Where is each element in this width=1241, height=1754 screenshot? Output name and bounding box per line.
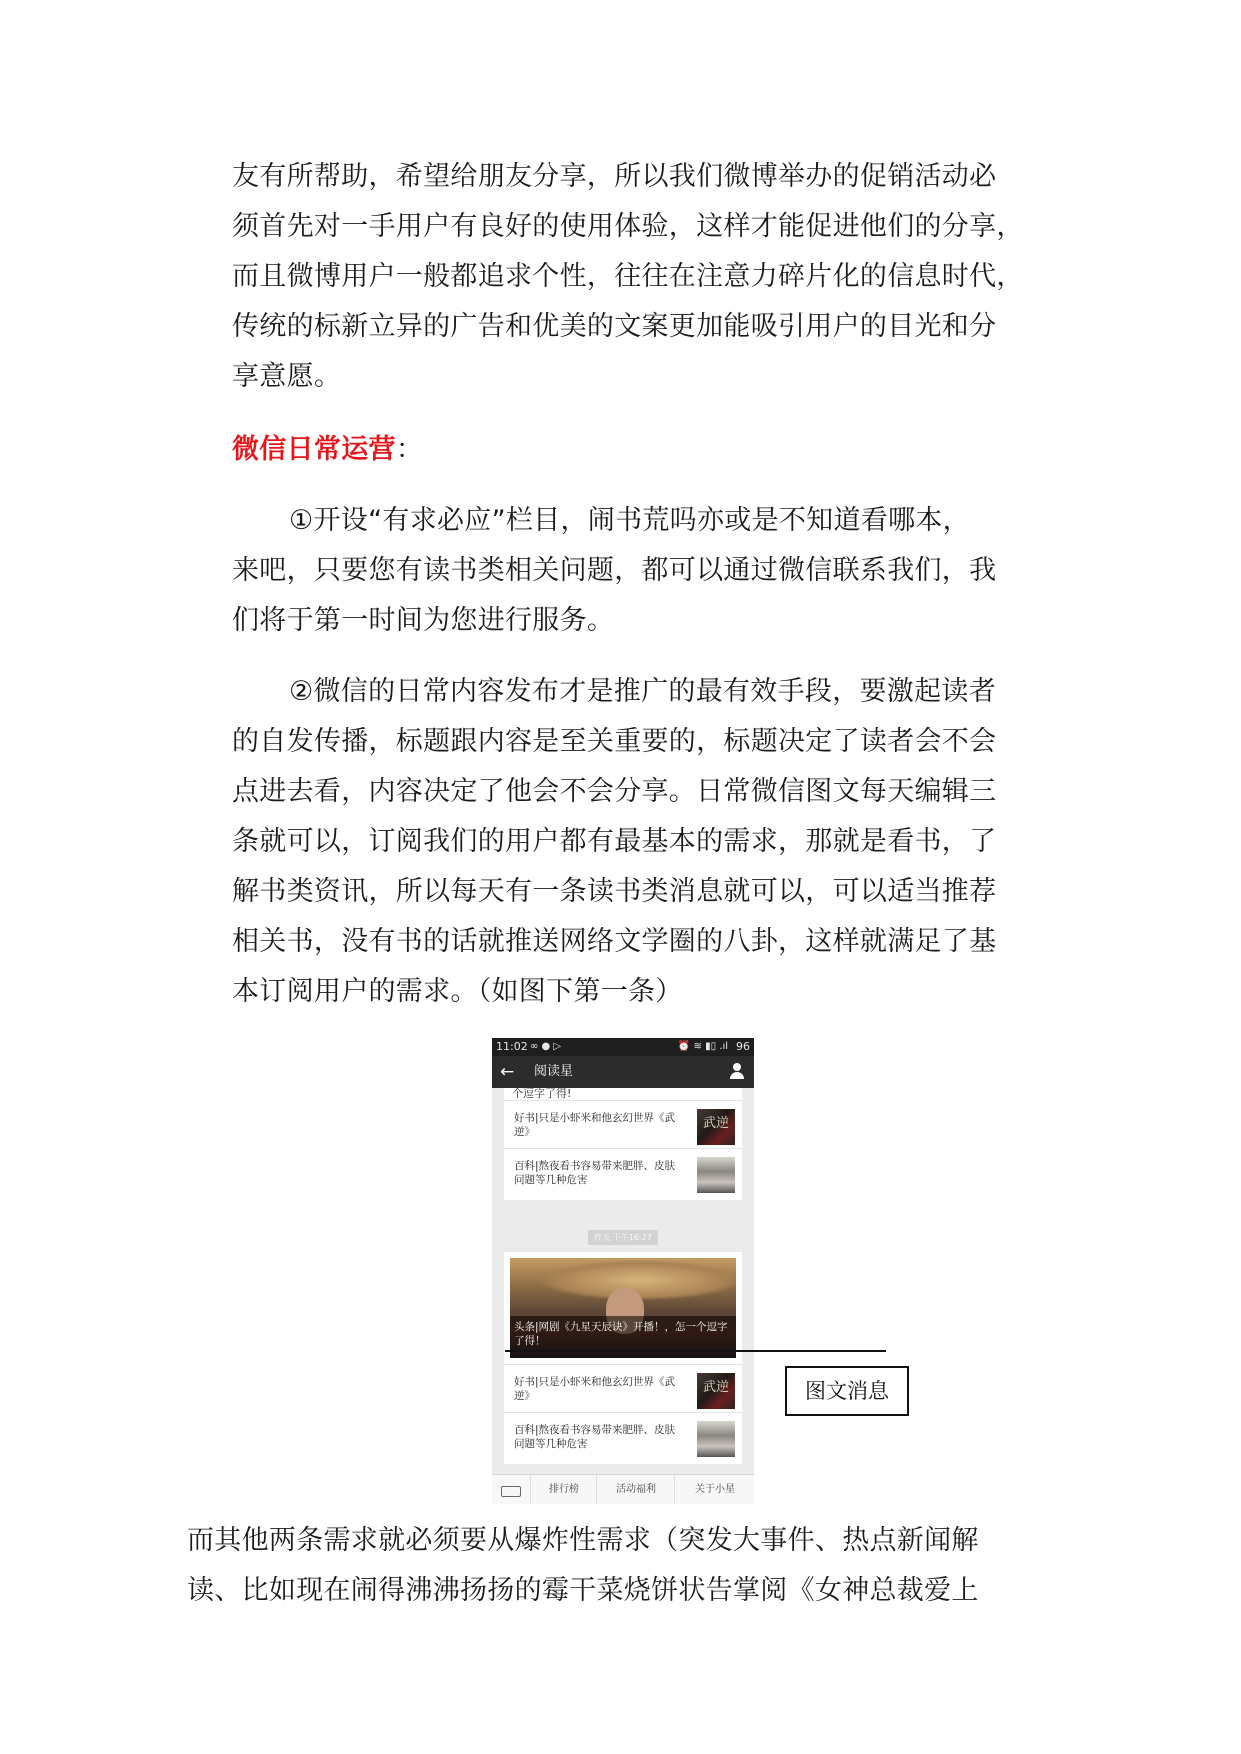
- text-line: 读、比如现在闹得沸沸扬扬的霉干菜烧饼状告掌阅《女神总裁爱上: [187, 1575, 979, 1606]
- callout-pointer-line: [505, 1350, 886, 1352]
- text-line: 须首先对一手用户有良好的使用体验，这样才能促进他们的分享，: [232, 211, 1024, 242]
- text-line: 而且微博用户一般都追求个性，往往在注意力碎片化的信息时代，: [232, 261, 1024, 292]
- menu-bar: [492, 1474, 754, 1504]
- menu-item-about[interactable]: 关于小星: [674, 1475, 754, 1504]
- article-card-main: [504, 1252, 742, 1464]
- book-cover-image: [697, 1109, 735, 1145]
- cover-glyph: 武逆: [703, 1116, 730, 1131]
- text-line: 条就可以，订阅我们的用户都有最基本的需求，那就是看书，了: [232, 826, 997, 857]
- message-timestamp: 昨天 下午16:27: [588, 1230, 658, 1245]
- book-cover-image: [697, 1373, 735, 1409]
- list-item[interactable]: [504, 1148, 742, 1196]
- text-line: 相关书，没有书的话就推送网络文学圈的八卦，这样就满足了基: [232, 926, 997, 957]
- text-line: ①开设“有求必应”栏目，闹书荒吗亦或是不知道看哪本，: [289, 505, 970, 536]
- back-arrow-icon[interactable]: ←: [500, 1062, 515, 1082]
- article-title: 好书|只是小虾米和他玄幻世界《武逆》: [514, 1112, 676, 1138]
- status-bar: [492, 1038, 754, 1056]
- article-thumbnail: [697, 1157, 735, 1193]
- heading-label: 微信日常运营: [232, 434, 396, 465]
- text-line: 的自发传播，标题跟内容是至关重要的，标题决定了读者会不会: [232, 726, 997, 757]
- text-line: ②微信的日常内容发布才是推广的最有效手段，要激起读者: [289, 676, 997, 707]
- text-line: 本订阅用户的需求。（如图下第一条）: [232, 976, 683, 1007]
- text-line: 传统的标新立异的广告和优美的文案更加能吸引用户的目光和分: [232, 311, 997, 342]
- article-title: 百科|熬夜看书容易带来肥胖、皮肤问题等几种危害: [514, 1160, 676, 1186]
- text-line: 解书类资讯，所以每天有一条读书类消息就可以，可以适当推荐: [232, 876, 997, 907]
- menu-item-ranking[interactable]: 排行榜: [530, 1475, 597, 1504]
- notification-icons: ∞ ● ▷: [530, 1041, 562, 1052]
- list-item[interactable]: [504, 1412, 742, 1460]
- chat-title-bar: [492, 1056, 754, 1088]
- signal-icons: ⏰ ≋ ▮▯ .ıl: [677, 1041, 728, 1052]
- list-item[interactable]: [504, 1100, 742, 1148]
- status-time: 11:02: [496, 1040, 528, 1053]
- cover-glyph: 武逆: [703, 1380, 730, 1395]
- user-profile-icon[interactable]: [730, 1063, 744, 1079]
- text-line: 友有所帮助，希望给朋友分享，所以我们微博举办的促销活动必: [232, 161, 997, 192]
- text-line: 们将于第一时间为您进行服务。: [232, 605, 615, 636]
- article-card-previous: [504, 1088, 742, 1200]
- keyboard-icon[interactable]: [496, 1480, 526, 1500]
- menu-item-events[interactable]: 活动福利: [596, 1475, 675, 1504]
- section-heading: [232, 433, 423, 467]
- list-item[interactable]: [504, 1364, 742, 1412]
- text-line: 而其他两条需求就必须要从爆炸性需求（突发大事件、热点新闻解: [187, 1525, 979, 1556]
- article-title: 好书|只是小虾米和他玄幻世界《武逆》: [514, 1376, 676, 1402]
- heading-colon: ：: [395, 434, 424, 465]
- text-line: 点进去看，内容决定了他会不会分享。日常微信图文每天编辑三: [232, 776, 997, 807]
- account-title: 阅读星: [534, 1064, 574, 1079]
- battery-level: 96: [736, 1040, 750, 1053]
- headline-cover-image[interactable]: [510, 1258, 736, 1358]
- callout-box: 图文消息: [785, 1366, 909, 1416]
- article-title: 百科|熬夜看书容易带来肥胖、皮肤问题等几种危害: [514, 1424, 676, 1450]
- wechat-screenshot: [492, 1038, 754, 1504]
- text-line: 享意愿。: [232, 361, 342, 392]
- headline-caption: 头条|网剧《九星天辰诀》开播！，怎一个逗字了得！: [510, 1316, 736, 1358]
- text-line: 来吧，只要您有读书类相关问题，都可以通过微信联系我们，我: [232, 555, 997, 586]
- cut-off-caption: 个逗字了得!: [512, 1087, 572, 1100]
- article-thumbnail: [697, 1421, 735, 1457]
